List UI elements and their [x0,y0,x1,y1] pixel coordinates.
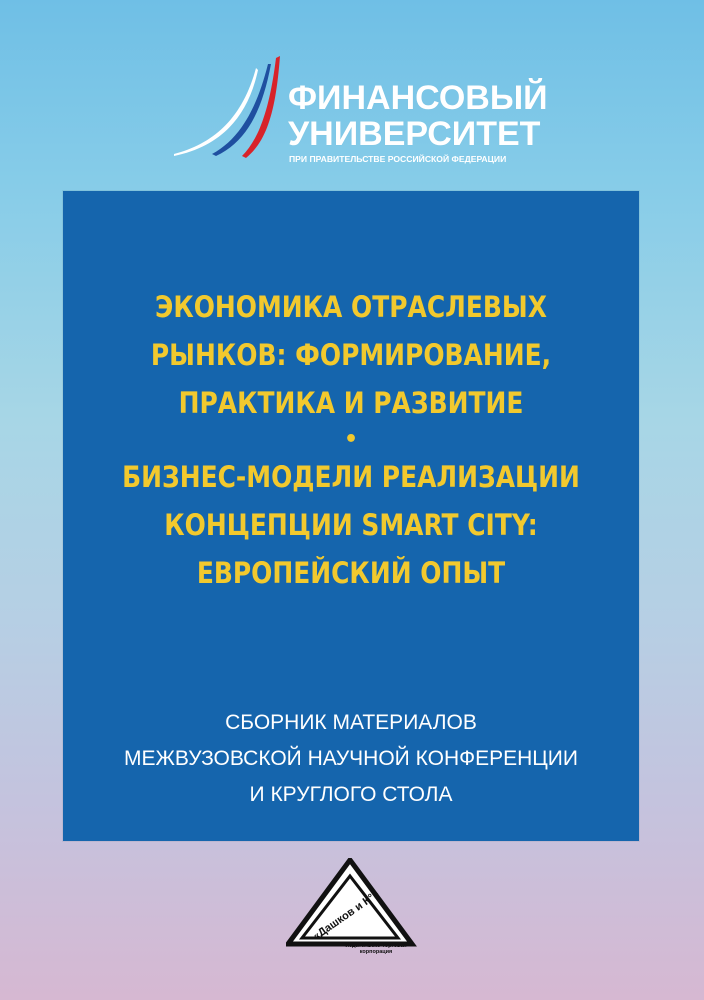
subtitle-line-1: СБОРНИК МАТЕРИАЛОВ [225,711,477,734]
publisher-caption-2: корпорация [359,949,393,954]
title-line-3: ПРАКТИКА И РАЗВИТИЕ [178,386,524,420]
title-separator-bullet: • [343,427,359,452]
title-line-4: БИЗНЕС-МОДЕЛИ РЕАЛИЗАЦИИ [122,460,580,494]
university-logo [172,50,548,164]
subtitle-line-2: МЕЖВУЗОВСКОЙ НАУЧНОЙ КОНФЕРЕНЦИИ [124,747,578,770]
book-title [63,283,639,597]
title-line-6: ЕВРОПЕЙСКИЙ ОПЫТ [196,556,506,590]
title-line-2: РЫНКОВ: ФОРМИРОВАНИЕ, [150,338,552,372]
publisher-name: «Дашков и К°» [310,888,382,943]
title-line-1: ЭКОНОМИКА ОТРАСЛЕВЫХ [155,290,547,324]
title-panel [63,191,639,841]
subtitle-line-3: И КРУГЛОГО СТОЛА [249,783,453,806]
logo-line-1: ФИНАНСОВЫЙ [288,79,548,117]
logo-line-2: УНИВЕРСИТЕТ [288,115,541,153]
book-subtitle [63,705,639,813]
university-emblem-icon [172,50,284,162]
publisher-caption-1: Издательско-торговая [345,943,407,949]
logo-subtitle: ПРИ ПРАВИТЕЛЬСТВЕ РОССИЙСКОЙ ФЕДЕРАЦИИ [289,154,507,164]
title-line-5: КОНЦЕПЦИИ SMART CITY: [164,508,538,542]
publisher-logo [286,858,418,954]
